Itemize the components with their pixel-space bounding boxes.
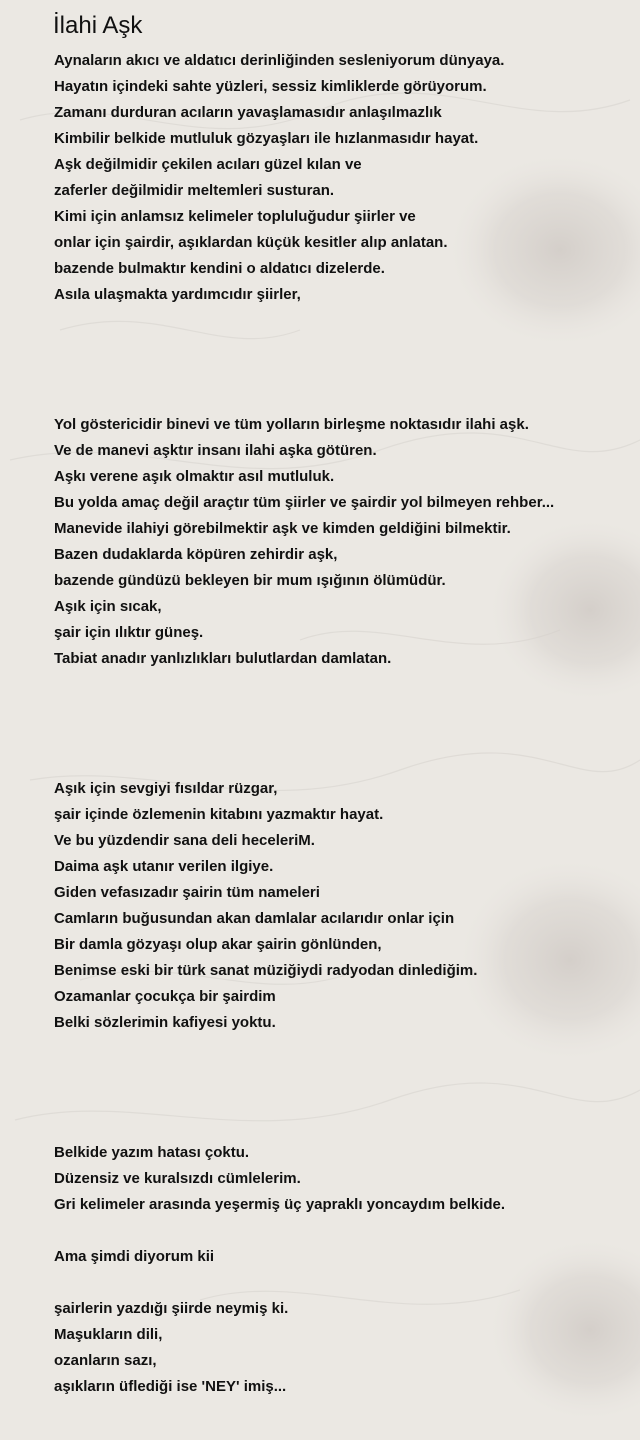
poem-line: Bazen dudaklarda köpüren zehirdir aşk, bbox=[54, 546, 338, 563]
poem-line: Daima aşk utanır verilen ilgiye. bbox=[54, 858, 274, 875]
poem-title: İlahi Aşk bbox=[53, 12, 143, 39]
poem-line bbox=[54, 1218, 576, 1244]
poem-line: Ama şimdi diyorum kii bbox=[54, 1248, 215, 1265]
poem-line: Aşkı verene aşık olmaktır asıl mutluluk. bbox=[54, 468, 335, 485]
poem-line: Maşukların dili, bbox=[54, 1326, 163, 1343]
stanza-3 bbox=[54, 776, 576, 1036]
poem-line: onlar için şairdir, aşıklardan küçük kesitler alıp anlatan. bbox=[54, 234, 448, 251]
poem-line: Benimse eski bir türk sanat müziğiydi radyodan dinlediğim. bbox=[54, 962, 478, 979]
stanza-1 bbox=[54, 48, 576, 308]
poem-line: Asıla ulaşmakta yardımcıdır şiirler, bbox=[54, 286, 301, 303]
poem-line: Belkide yazım hatası çoktu. bbox=[54, 1144, 250, 1161]
poem-line: şairlerin yazdığı şiirde neymiş ki. bbox=[54, 1300, 289, 1317]
poem-line: Aşık için sevgiyi fısıldar rüzgar, bbox=[54, 780, 278, 797]
poem-line: Ozamanlar çocukça bir şairdim bbox=[54, 988, 276, 1005]
poem-line: Camların buğusundan akan damlalar acılarıdır onlar için bbox=[54, 910, 455, 927]
poem-line: Kimbilir belkide mutluluk gözyaşları ile hızlanmasıdır hayat. bbox=[54, 130, 479, 147]
poem-line: Yol göstericidir binevi ve tüm yolların birleşme noktasıdır ilahi aşk. bbox=[54, 416, 529, 433]
poem-line: bazende bulmaktır kendini o aldatıcı dizelerde. bbox=[54, 260, 385, 277]
poem-line: ozanların sazı, bbox=[54, 1352, 157, 1369]
poem-line: Manevide ilahiyi görebilmektir aşk ve kimden geldiğini bilmektir. bbox=[54, 520, 511, 537]
poem-body bbox=[54, 48, 576, 1400]
poem-line: Düzensiz ve kuralsızdı cümlelerim. bbox=[54, 1170, 301, 1187]
stanza-4 bbox=[54, 1140, 576, 1400]
poem-line: Kimi için anlamsız kelimeler topluluğudur şiirler ve bbox=[54, 208, 416, 225]
poem-line: bazende gündüzü bekleyen bir mum ışığının ölümüdür. bbox=[54, 572, 446, 589]
poem-line: Belki sözlerimin kafiyesi yoktu. bbox=[54, 1014, 276, 1031]
poem-line: Bu yolda amaç değil araçtır tüm şiirler ve şairdir yol bilmeyen rehber... bbox=[54, 494, 555, 511]
poem-line: Zamanı durduran acıların yavaşlamasıdır anlaşılmazlık bbox=[54, 104, 442, 121]
poem-line: Bir damla gözyaşı olup akar şairin gönlünden, bbox=[54, 936, 382, 953]
poem-line: Ve de manevi aşktır insanı ilahi aşka götüren. bbox=[54, 442, 377, 459]
poem-line: aşıkların üflediği ise 'NEY' imiş... bbox=[54, 1378, 287, 1395]
poem-line: Gri kelimeler arasında yeşermiş üç yapraklı yoncaydım belkide. bbox=[54, 1196, 506, 1213]
poem-line: Ve bu yüzdendir sana deli heceleriM. bbox=[54, 832, 315, 849]
poem-line: Aynaların akıcı ve aldatıcı derinliğinden sesleniyorum dünyaya. bbox=[54, 52, 505, 69]
poem-line bbox=[54, 1270, 576, 1296]
poem-line: Tabiat anadır yanlızlıkları bulutlardan damlatan. bbox=[54, 650, 392, 667]
stanza-2 bbox=[54, 412, 576, 672]
poem-line: Aşk değilmidir çekilen acıları güzel kılan ve bbox=[54, 156, 362, 173]
poem-line: Giden vefasızadır şairin tüm nameleri bbox=[54, 884, 320, 901]
poem-line: Hayatın içindeki sahte yüzleri, sessiz kimliklerde görüyorum. bbox=[54, 78, 487, 95]
poem-line: Aşık için sıcak, bbox=[54, 598, 162, 615]
poem-line: şair içinde özlemenin kitabını yazmaktır hayat. bbox=[54, 806, 384, 823]
poem-line: şair için ılıktır güneş. bbox=[54, 624, 204, 641]
poem-line: zaferler değilmidir meltemleri susturan. bbox=[54, 182, 335, 199]
